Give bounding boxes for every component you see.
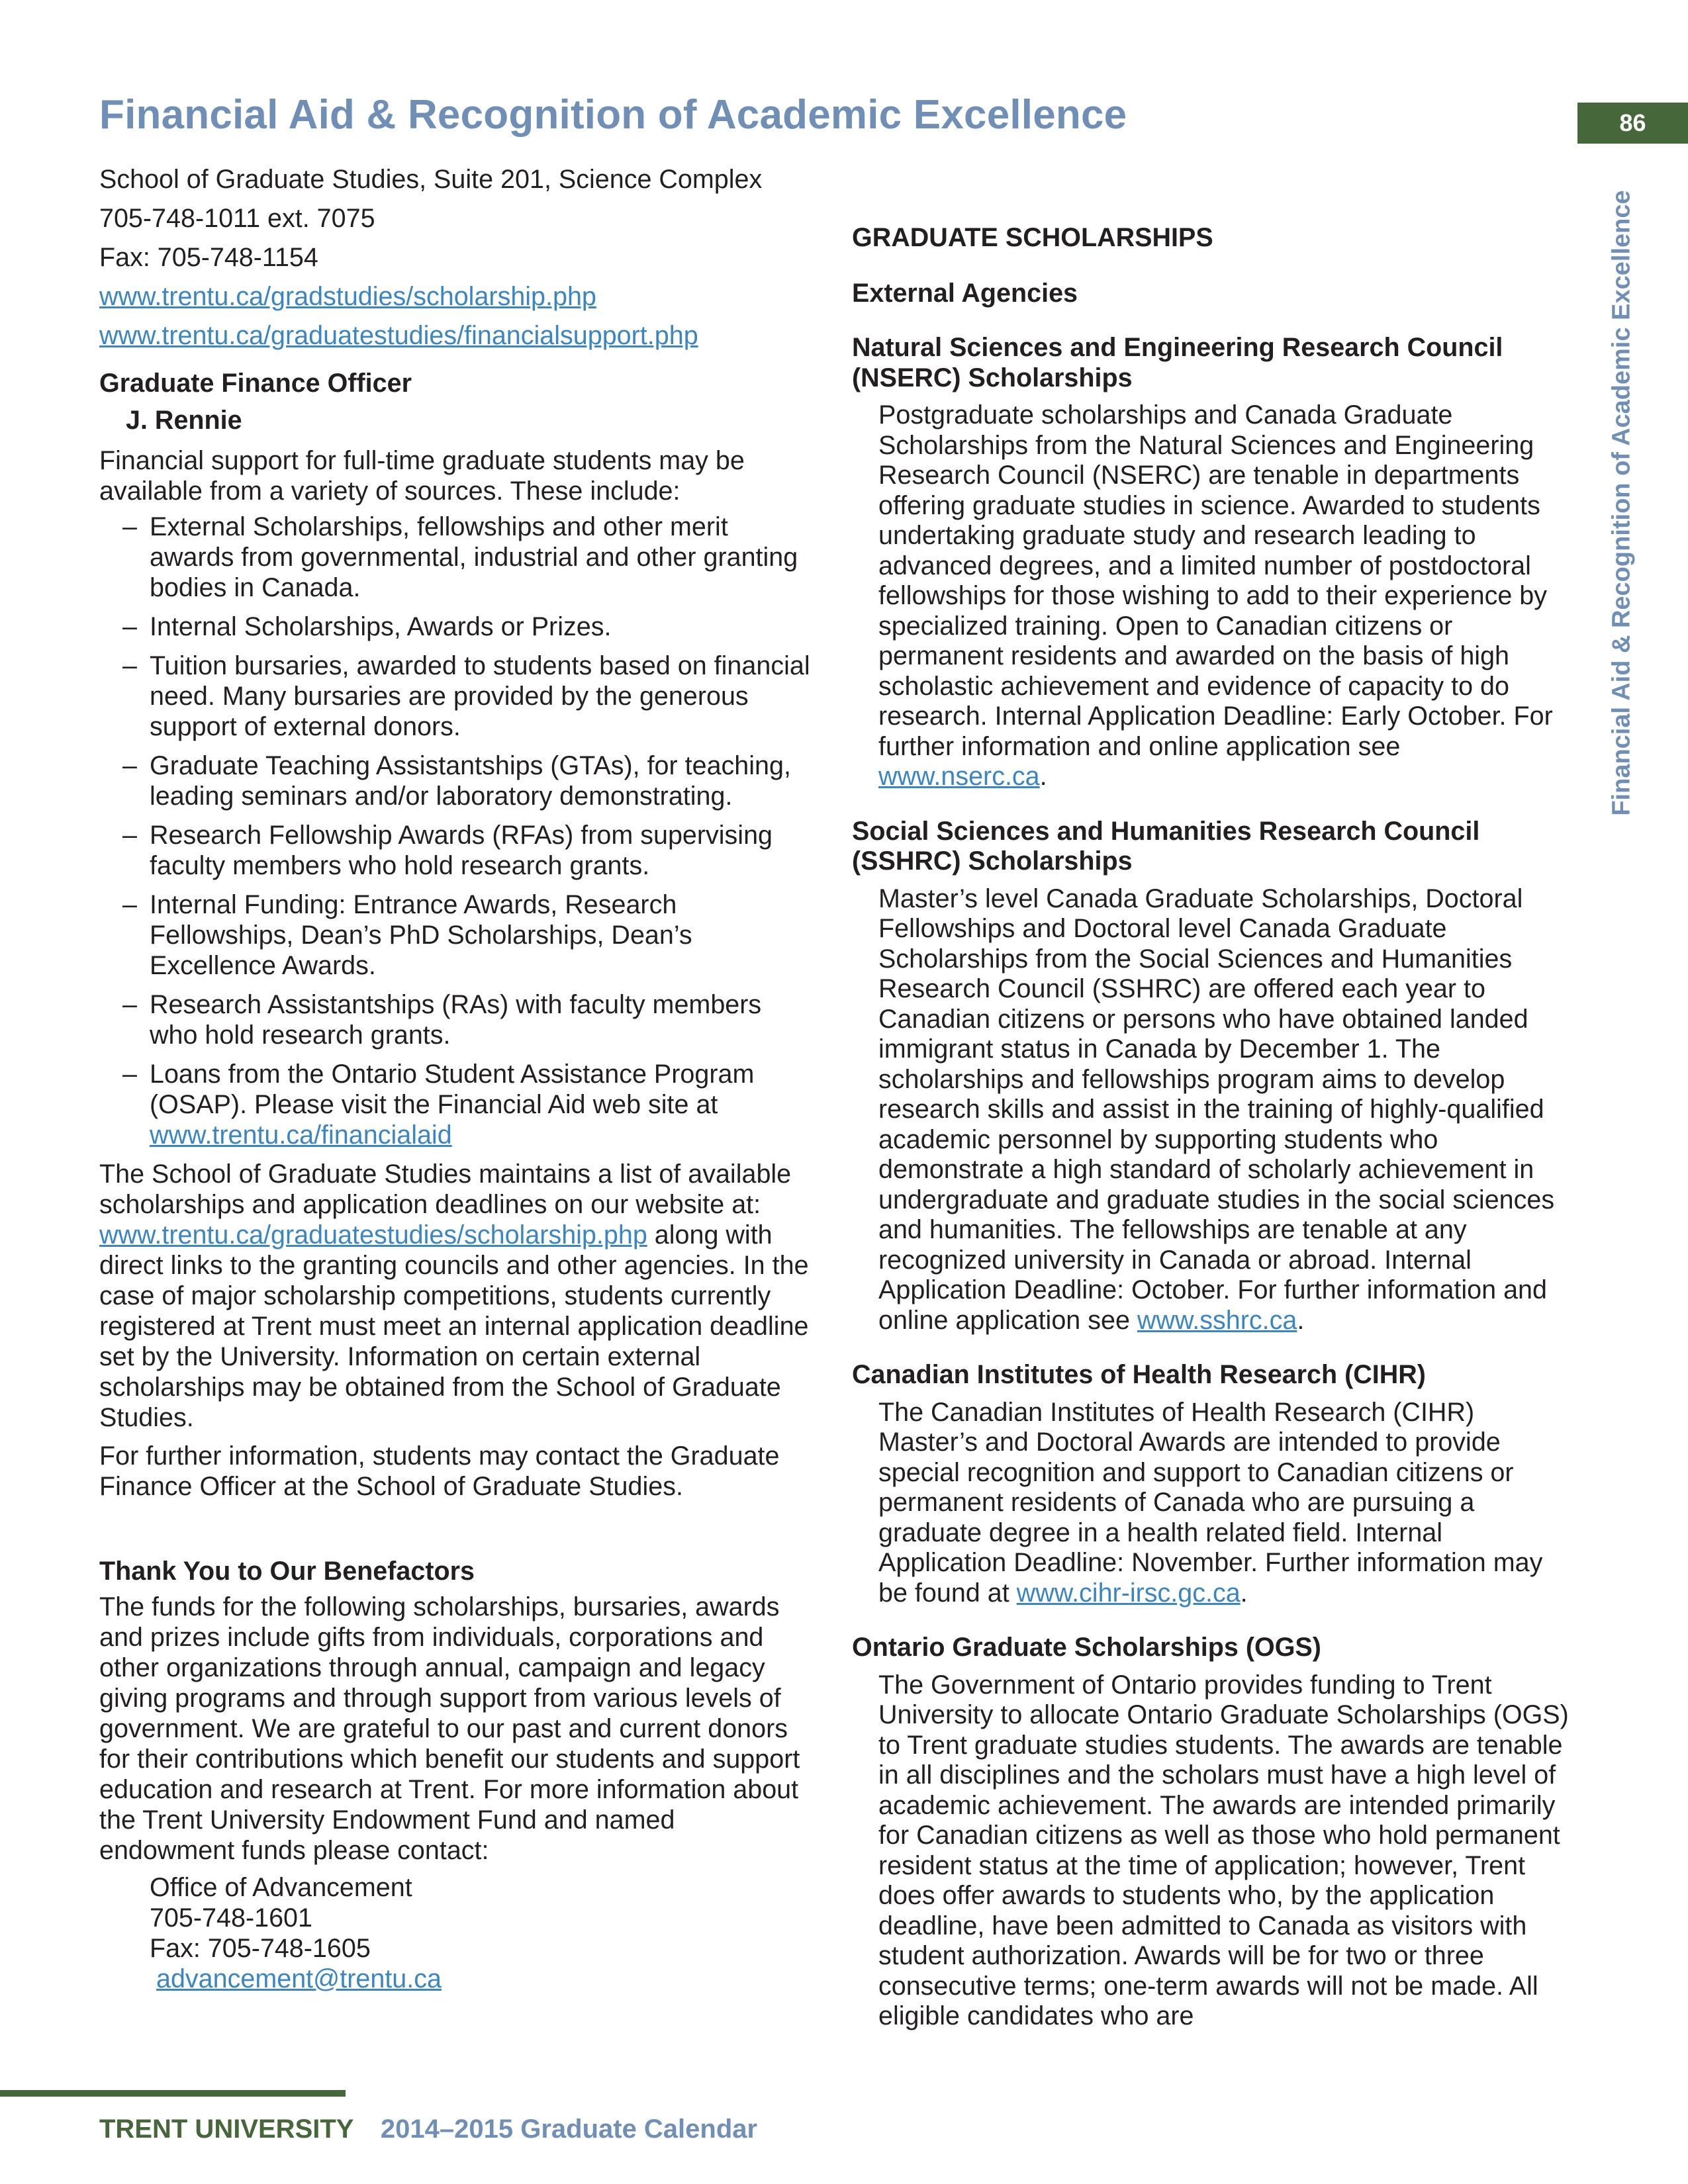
intro-text: Financial support for full-time graduate students may be available from a variety of sources. These include: [99,446,745,506]
nserc-text: Postgraduate scholarships and Canada Graduate Scholarships from the Natural Sciences and Engineering Research Council (NSERC) are tenable in departments offering graduate studies in science. Awarded to students undertaking graduate study and research leading to advanced degrees, and a limited number of postdoctoral fellowships for those wishing to add to their experience by specialized training. Open to Canadian citizens or permanent residents and awarded on the basis of high scholastic achievement and evidence of capacity to do research. Internal Application Deadline: Early October. For further information and online application see [878,400,1553,761]
nserc-link[interactable]: www.nserc.ca [878,762,1040,791]
advancement-email-link[interactable]: advancement@trentu.ca [156,1964,442,1993]
list-item: – Research Fellowship Awards (RFAs) from supervising faculty members who hold research grants. [99,820,814,881]
page-number: 86 [1577,103,1688,144]
footer [99,2115,757,2144]
contact-phone: 705-748-1011 ext. 7075 [99,204,375,233]
external-agencies-heading: External Agencies [852,278,1078,308]
benefactors-text: The funds for the following scholarships, bursaries, awards and prizes include gifts from individuals, corporations and other organizations through annual, campaign and legacy giving programs and through support from various levels of government. We are grateful to our past and current donors for their contributions which benefit our students and support education and research at Trent. For more information about the Trent University Endowment Fund and named endowment funds please contact: [99,1592,800,1865]
sgs-text-1: The School of Graduate Studies maintains a list of available scholarships and application deadlines on our website at: [99,1160,792,1219]
sshrc-heading: Social Sciences and Humanities Research Council (SSHRC) Scholarships [852,816,1480,876]
benefactors-heading: Thank You to Our Benefactors [99,1557,475,1586]
list-item: – Research Assistantships (RAs) with faculty members who hold research grants. [99,989,814,1050]
nserc-heading: Natural Sciences and Engineering Research Council (NSERC) Scholarships [852,333,1503,392]
scholarship-link[interactable]: www.trentu.ca/gradstudies/scholarship.php [99,282,596,311]
contact-block [99,164,814,351]
cihr-paragraph: The Canadian Institutes of Health Research (CIHR) Master’s and Doctoral Awards are intended to provide special recognition and support to Canadian citizens or permanent residents of Canada who are pursuing a graduate degree in a health related field. Internal Application Deadline: November. Further information may be found at www.cihr-irsc.gc.ca. [878,1397,1543,1608]
list-item: – Internal Scholarships, Awards or Prizes. [99,612,814,642]
sshrc-paragraph: Master’s level Canada Graduate Scholarships, Doctoral Fellowships and Doctoral level Canada Graduate Scholarships from the Social Sciences and Humanities Research Council (SSHRC) are offered each year to Canadian citizens or persons who have obtained landed immigrant status in Canada by December 1. The scholarships and fellowships program aims to develop research skills and assist in the training of highly-qualified academic personnel by supporting students who demonstrate a high standard of scholarly achievement in undergraduate and graduate studies in the social sciences and humanities. The fellowships are tenable at any recognized university in Canada or abroad. Internal Application Deadline: October. For further information and online application see www.sshrc.ca. [878,884,1555,1335]
right-column [852,223,1573,2032]
advancement-phone: 705-748-1601 [150,1903,312,1933]
advancement-fax: Fax: 705-748-1605 [150,1934,371,1963]
scholarships-heading: GRADUATE SCHOLARSHIPS [852,223,1213,252]
contact-fax: Fax: 705-748-1154 [99,243,318,272]
advancement-contact [99,1872,814,1994]
list-item: – External Scholarships, fellowships and other merit awards from governmental, industrial and other granting bodies in Canada. [99,512,814,603]
nserc-paragraph: Postgraduate scholarships and Canada Graduate Scholarships from the Natural Sciences and Engineering Research Council (NSERC) are tenable in departments offering graduate studies in science. Awarded to students undertaking graduate study and research leading to advanced degrees, and a limited number of postdoctoral fellowships for those wishing to add to their experience by specialized training. Open to Canadian citizens or permanent residents and awarded on the basis of high scholastic achievement and evidence of capacity to do research. Internal Application Deadline: Early October. For further information and online application see www.nserc.ca. [878,400,1553,791]
osap-text: Loans from the Ontario Student Assistance Program (OSAP). Please visit the Financial Aid web site at [150,1060,755,1119]
sshrc-text: Master’s level Canada Graduate Scholarships, Doctoral Fellowships and Doctoral level Canada Graduate Scholarships from the Social Sciences and Humanities Research Council (SSHRC) are offered each year to Canadian citizens or persons who have obtained landed immigrant status in Canada by December 1. The scholarships and fellowships program aims to develop research skills and assist in the training of highly-qualified academic personnel by supporting students who demonstrate a high standard of scholarly achievement in undergraduate and graduate studies in the social sciences and humanities. The fellowships are tenable at any recognized university in Canada or abroad. Internal Application Deadline: October. For further information and online application see [878,884,1555,1335]
side-tab [1599,165,1645,841]
footer-rule [0,2090,346,2097]
financial-aid-link[interactable]: www.trentu.ca/financialaid [150,1120,452,1150]
officer-heading: Graduate Finance Officer [99,369,412,398]
officer-name: J. Rennie [126,406,242,435]
ogs-text: The Government of Ontario provides funding to Trent University to allocate Ontario Graduate Scholarships (OGS) to Trent graduate studies students. The awards are tenable in all disciplines and the scholars must have a high level of academic achievement. The awards are intended primarily for Canadian citizens as well as those who hold permanent resident status at the time of application; however, Trent does offer awards to students who, by the application deadline, have been admitted to Canada as visitors with student authorization. Awards will be for two or three consecutive terms; one-term awards will not be made. All eligible candidates who are [878,1670,1569,2030]
advancement-office: Office of Advancement [150,1873,412,1902]
sgs-text-2: along with direct links to the granting councils and other agencies. In the case of major scholarship competitions, students currently registered at Trent must meet an internal application deadline set by the University. Information on certain external scholarships may be obtained from the School of Graduate Studies. [99,1220,809,1432]
list-item-osap [99,1059,814,1150]
page-title: Financial Aid & Recognition of Academic Excellence [99,92,1127,138]
list-item: – Tuition bursaries, awarded to students based on financial need. Many bursaries are provided by the generous support of external donors. [99,651,814,742]
footer-university: TRENT UNIVERSITY [99,2115,353,2144]
sgs-paragraph [99,1159,814,1433]
financial-support-link[interactable]: www.trentu.ca/graduatestudies/financialsupport.php [99,321,698,350]
contact-address: School of Graduate Studies, Suite 201, Science Complex [99,165,763,194]
footer-calendar: 2014–2015 Graduate Calendar [380,2115,758,2144]
cihr-link[interactable]: www.cihr-irsc.gc.ca [1016,1578,1241,1608]
cihr-text: The Canadian Institutes of Health Research (CIHR) Master’s and Doctoral Awards are intended to provide special recognition and support to Canadian citizens or permanent residents of Canada who are pursuing a graduate degree in a health related field. Internal Application Deadline: November. Further information may be found at [878,1397,1543,1608]
left-column [99,164,814,1994]
list-item: – Internal Funding: Entrance Awards, Research Fellowships, Dean’s PhD Scholarships, Dean’s Excellence Awards. [99,889,814,981]
graduate-scholarship-link[interactable]: www.trentu.ca/graduatestudies/scholarship.php [99,1220,647,1250]
sshrc-link[interactable]: www.sshrc.ca [1137,1305,1297,1335]
cihr-heading: Canadian Institutes of Health Research (CIHR) [852,1360,1426,1389]
list-item: – Graduate Teaching Assistantships (GTAs), for teaching, leading seminars and/or laboratory demonstrating. [99,751,814,811]
sources-list [99,512,814,1150]
ogs-heading: Ontario Graduate Scholarships (OGS) [852,1633,1321,1662]
further-info-text: For further information, students may contact the Graduate Finance Officer at the School of Graduate Studies. [99,1441,780,1501]
side-tab-label: Financial Aid & Recognition of Academic Excellence [1607,190,1636,816]
